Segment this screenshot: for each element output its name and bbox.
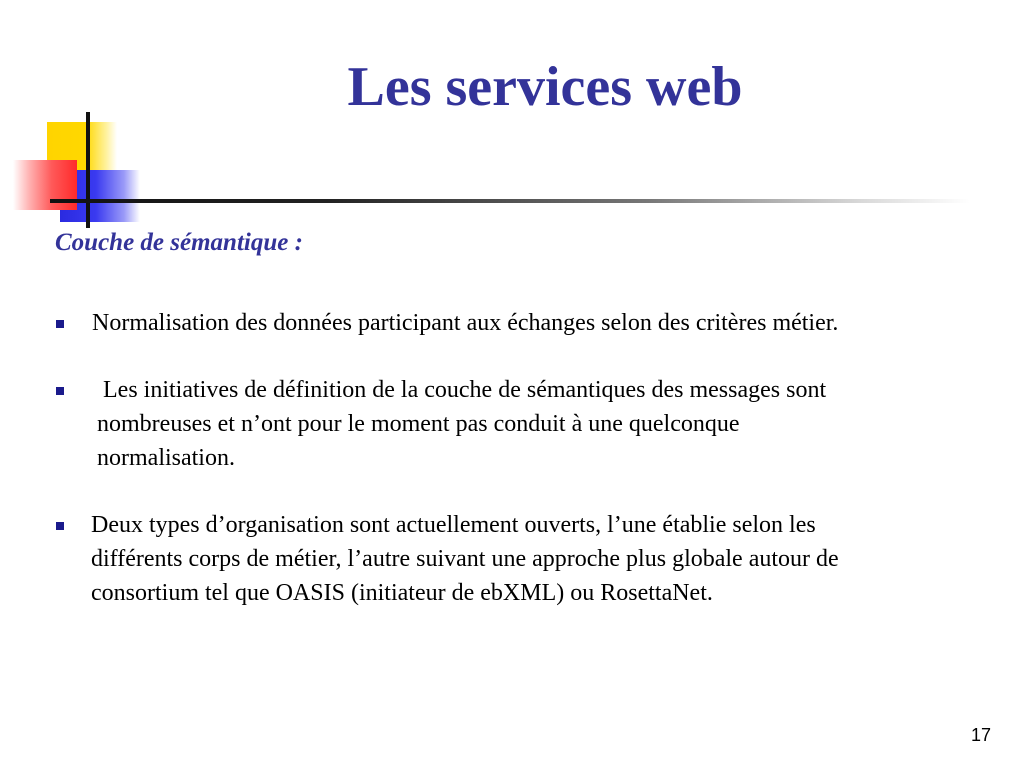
decorative-vertical-line bbox=[86, 112, 90, 228]
square-bullet-icon bbox=[56, 522, 64, 530]
bullet-text: Normalisation des données participant aux échanges selon des critères métier. bbox=[92, 310, 839, 336]
section-heading: Couche de sémantique : bbox=[55, 229, 303, 256]
page-number: 17 bbox=[970, 725, 991, 745]
title-divider-line bbox=[50, 199, 970, 203]
bullet-text: Les initiatives de définition de la couche de sémantiques des messages sont nombreuses et n’ont pour le moment pas conduit à une quelconque normalisation. bbox=[97, 377, 827, 471]
square-bullet-icon bbox=[56, 387, 64, 395]
square-bullet-icon bbox=[56, 320, 64, 328]
bullet-text: Deux types d’organisation sont actuellement ouverts, l’une établie selon les différents corps de métier, l’autre suivant une approche plus globale autour de consortium tel que OASIS (initiateur de ebXML) ou RosettaNet. bbox=[91, 512, 839, 606]
slide-title: Les services web bbox=[347, 56, 743, 118]
